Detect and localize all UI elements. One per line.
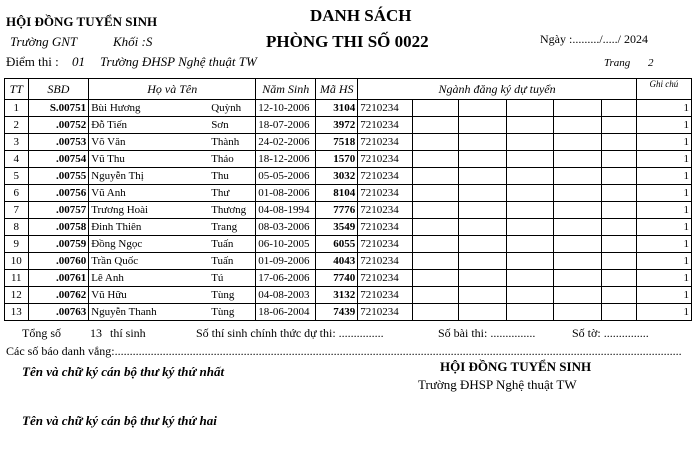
row-ma-hs: 3972 <box>316 117 358 134</box>
col-name: Họ và Tên <box>89 79 256 100</box>
row-major-empty <box>601 100 636 117</box>
row-major-empty <box>601 134 636 151</box>
row-major-empty <box>507 270 553 287</box>
row-given-name: Thành <box>211 136 240 148</box>
total-unit: thí sinh <box>110 326 146 340</box>
row-major: 7210234 <box>358 287 413 304</box>
row-tt: 13 <box>5 304 29 321</box>
table-header-row <box>5 79 692 100</box>
row-surname: Võ Văn <box>91 136 126 148</box>
table-row <box>5 270 692 287</box>
row-major-empty <box>601 287 636 304</box>
row-note: 1 <box>636 304 691 321</box>
row-major-empty <box>412 304 458 321</box>
row-sbd: .00756 <box>28 185 89 202</box>
row-major-empty <box>553 134 601 151</box>
row-major-empty <box>459 287 507 304</box>
council-signature-school: Trường ĐHSP Nghệ thuật TW <box>418 377 577 392</box>
row-surname: Đồng Ngọc <box>91 238 143 250</box>
row-note: 1 <box>636 236 691 253</box>
row-dob: 01-08-2006 <box>256 185 316 202</box>
row-major-empty <box>553 100 601 117</box>
row-major: 7210234 <box>358 202 413 219</box>
row-tt: 7 <box>5 202 29 219</box>
row-tt: 11 <box>5 270 29 287</box>
row-major-empty <box>601 117 636 134</box>
row-major-empty <box>459 134 507 151</box>
row-tt: 8 <box>5 219 29 236</box>
row-name <box>89 151 256 168</box>
row-tt: 4 <box>5 151 29 168</box>
row-ma-hs: 7439 <box>316 304 358 321</box>
row-surname: Nguyễn Thị <box>91 170 144 182</box>
row-tt: 9 <box>5 236 29 253</box>
row-major-empty <box>412 253 458 270</box>
row-sbd: .00762 <box>28 287 89 304</box>
row-note: 1 <box>636 100 691 117</box>
row-major-empty <box>412 100 458 117</box>
school-line: Trường GNT <box>10 34 78 49</box>
row-major-empty <box>412 117 458 134</box>
row-note: 1 <box>636 134 691 151</box>
row-major-empty <box>412 202 458 219</box>
row-major-empty <box>459 270 507 287</box>
row-major-empty <box>507 151 553 168</box>
row-note: 1 <box>636 270 691 287</box>
row-major-empty <box>507 253 553 270</box>
table-row <box>5 168 692 185</box>
col-ma-hs: Mã HS <box>316 79 358 100</box>
row-major-empty <box>601 304 636 321</box>
row-name <box>89 253 256 270</box>
row-given-name: Thương <box>211 204 247 216</box>
row-dob: 05-05-2006 <box>256 168 316 185</box>
row-note: 1 <box>636 202 691 219</box>
total-label: Tổng số <box>22 326 61 340</box>
row-given-name: Trang <box>211 221 238 233</box>
row-surname: Đỗ Tiến <box>91 119 127 131</box>
row-dob: 18-07-2006 <box>256 117 316 134</box>
row-major-empty <box>553 219 601 236</box>
row-sbd: .00755 <box>28 168 89 185</box>
row-name <box>89 202 256 219</box>
row-sbd: .00763 <box>28 304 89 321</box>
row-given-name: Quỳnh <box>211 102 242 114</box>
row-major-empty <box>601 219 636 236</box>
row-major-empty <box>553 253 601 270</box>
row-given-name: Tùng <box>211 306 235 318</box>
col-note: Ghi chú <box>636 79 691 100</box>
row-ma-hs: 3032 <box>316 168 358 185</box>
row-major-empty <box>412 236 458 253</box>
row-ma-hs: 1570 <box>316 151 358 168</box>
row-major-empty <box>459 168 507 185</box>
row-major-empty <box>601 253 636 270</box>
row-major-empty <box>507 168 553 185</box>
row-major-empty <box>412 219 458 236</box>
block-line: Khối :S <box>113 34 153 49</box>
row-note: 1 <box>636 151 691 168</box>
row-major-empty <box>553 304 601 321</box>
row-given-name: Tuấn <box>211 255 234 267</box>
table-row <box>5 100 692 117</box>
row-major-empty <box>507 236 553 253</box>
row-major: 7210234 <box>358 236 413 253</box>
row-dob: 24-02-2006 <box>256 134 316 151</box>
signature-2-label: Tên và chữ ký cán bộ thư ký thứ hai <box>22 413 217 428</box>
row-name <box>89 117 256 134</box>
row-given-name: Tú <box>211 272 224 284</box>
col-dob: Năm Sinh <box>256 79 316 100</box>
row-tt: 1 <box>5 100 29 117</box>
row-sbd: .00754 <box>28 151 89 168</box>
row-major-empty <box>553 185 601 202</box>
row-given-name: Thu <box>211 170 229 182</box>
row-major-empty <box>459 185 507 202</box>
row-major-empty <box>459 151 507 168</box>
row-note: 1 <box>636 168 691 185</box>
row-major-empty <box>412 185 458 202</box>
table-row <box>5 185 692 202</box>
row-name <box>89 219 256 236</box>
row-ma-hs: 7776 <box>316 202 358 219</box>
row-major: 7210234 <box>358 134 413 151</box>
row-tt: 10 <box>5 253 29 270</box>
row-sbd: .00753 <box>28 134 89 151</box>
row-major: 7210234 <box>358 117 413 134</box>
row-major-empty <box>459 100 507 117</box>
page-title: DANH SÁCH <box>310 6 412 25</box>
row-dob: 04-08-1994 <box>256 202 316 219</box>
row-major-empty <box>553 168 601 185</box>
sheet-count: Số tờ: ............... <box>572 326 649 340</box>
table-row <box>5 151 692 168</box>
row-ma-hs: 3549 <box>316 219 358 236</box>
row-major-empty <box>553 202 601 219</box>
row-major: 7210234 <box>358 304 413 321</box>
row-tt: 3 <box>5 134 29 151</box>
absent-list: Các số báo danh vắng:............................................................................................................................................................................................. <box>6 344 682 358</box>
row-name <box>89 287 256 304</box>
row-surname: Vũ Hữu <box>91 289 127 301</box>
row-name <box>89 168 256 185</box>
table-row <box>5 253 692 270</box>
row-ma-hs: 7740 <box>316 270 358 287</box>
row-surname: Lê Anh <box>91 272 124 284</box>
row-note: 1 <box>636 219 691 236</box>
row-tt: 6 <box>5 185 29 202</box>
row-major-empty <box>459 202 507 219</box>
row-note: 1 <box>636 287 691 304</box>
row-name <box>89 134 256 151</box>
row-name <box>89 100 256 117</box>
page-subtitle: PHÒNG THI SỐ 0022 <box>266 32 429 51</box>
table-row <box>5 287 692 304</box>
row-surname: Bùi Hương <box>91 102 141 114</box>
row-major: 7210234 <box>358 253 413 270</box>
row-sbd: .00752 <box>28 117 89 134</box>
official-count: Số thí sinh chính thức dự thi: ............... <box>196 326 384 340</box>
total-count: 13 <box>90 326 102 340</box>
signature-1-label: Tên và chữ ký cán bộ thư ký thứ nhất <box>22 364 225 379</box>
row-surname: Đinh Thiên <box>91 221 142 233</box>
council-heading: HỘI ĐỒNG TUYỂN SINH <box>6 14 158 29</box>
row-major-empty <box>459 304 507 321</box>
row-major-empty <box>601 270 636 287</box>
exam-site-code: 01 <box>72 54 85 69</box>
row-dob: 17-06-2006 <box>256 270 316 287</box>
page-number: 2 <box>648 57 654 69</box>
table-row <box>5 304 692 321</box>
table-row <box>5 219 692 236</box>
row-name <box>89 304 256 321</box>
row-major-empty <box>553 287 601 304</box>
row-major-empty <box>601 168 636 185</box>
row-sbd: .00757 <box>28 202 89 219</box>
col-major: Ngành đăng ký dự tuyển <box>358 79 637 100</box>
row-tt: 2 <box>5 117 29 134</box>
row-ma-hs: 8104 <box>316 185 358 202</box>
row-major-empty <box>507 304 553 321</box>
council-signature-heading: HỘI ĐỒNG TUYỂN SINH <box>440 359 592 374</box>
row-dob: 08-03-2006 <box>256 219 316 236</box>
row-dob: 04-08-2003 <box>256 287 316 304</box>
row-major: 7210234 <box>358 151 413 168</box>
row-surname: Vũ Anh <box>91 187 126 199</box>
row-major-empty <box>553 151 601 168</box>
row-major: 7210234 <box>358 168 413 185</box>
row-major-empty <box>507 134 553 151</box>
row-ma-hs: 3104 <box>316 100 358 117</box>
row-dob: 18-06-2004 <box>256 304 316 321</box>
row-major-empty <box>412 287 458 304</box>
row-name <box>89 236 256 253</box>
row-given-name: Tùng <box>211 289 235 301</box>
row-dob: 18-12-2006 <box>256 151 316 168</box>
row-ma-hs: 4043 <box>316 253 358 270</box>
table-row <box>5 117 692 134</box>
row-given-name: Tuấn <box>211 238 234 250</box>
row-sbd: .00761 <box>28 270 89 287</box>
row-major-empty <box>459 219 507 236</box>
exam-site-name: Trường ĐHSP Nghệ thuật TW <box>100 54 257 69</box>
row-dob: 12-10-2006 <box>256 100 316 117</box>
paper-count: Số bài thi: ............... <box>438 326 536 340</box>
row-ma-hs: 6055 <box>316 236 358 253</box>
row-tt: 12 <box>5 287 29 304</box>
row-major-empty <box>553 270 601 287</box>
row-dob: 01-09-2006 <box>256 253 316 270</box>
row-major-empty <box>601 236 636 253</box>
col-tt: TT <box>5 79 29 100</box>
row-major-empty <box>412 151 458 168</box>
row-note: 1 <box>636 253 691 270</box>
row-surname: Nguyễn Thanh <box>91 306 157 318</box>
row-major-empty <box>507 117 553 134</box>
row-major-empty <box>601 202 636 219</box>
row-surname: Vũ Thu <box>91 153 125 165</box>
candidate-table <box>4 78 692 321</box>
table-row <box>5 202 692 219</box>
row-name <box>89 185 256 202</box>
row-major-empty <box>459 236 507 253</box>
row-given-name: Sơn <box>211 119 229 131</box>
row-note: 1 <box>636 117 691 134</box>
row-sbd: .00758 <box>28 219 89 236</box>
date-field: Ngày :........./...../ 2024 <box>540 32 648 46</box>
row-major-empty <box>601 151 636 168</box>
row-major-empty <box>459 253 507 270</box>
row-major-empty <box>507 202 553 219</box>
row-major-empty <box>553 117 601 134</box>
row-major-empty <box>412 270 458 287</box>
row-note: 1 <box>636 185 691 202</box>
row-major-empty <box>507 100 553 117</box>
row-major-empty <box>412 134 458 151</box>
row-ma-hs: 3132 <box>316 287 358 304</box>
row-major-empty <box>507 185 553 202</box>
row-tt: 5 <box>5 168 29 185</box>
row-major-empty <box>459 117 507 134</box>
exam-site-label: Điểm thi : <box>6 54 59 69</box>
table-row <box>5 134 692 151</box>
row-major-empty <box>553 236 601 253</box>
col-sbd: SBD <box>28 79 89 100</box>
row-dob: 06-10-2005 <box>256 236 316 253</box>
row-sbd: .00760 <box>28 253 89 270</box>
row-major: 7210234 <box>358 185 413 202</box>
row-sbd: .00759 <box>28 236 89 253</box>
row-major-empty <box>601 185 636 202</box>
row-major-empty <box>507 219 553 236</box>
row-major: 7210234 <box>358 100 413 117</box>
row-sbd: S.00751 <box>28 100 89 117</box>
row-ma-hs: 7518 <box>316 134 358 151</box>
page-label: Trang <box>604 57 631 69</box>
table-row <box>5 236 692 253</box>
row-surname: Trương Hoài <box>91 204 149 216</box>
row-major-empty <box>412 168 458 185</box>
row-major-empty <box>507 287 553 304</box>
row-given-name: Thư <box>211 187 230 199</box>
row-given-name: Thảo <box>211 153 234 165</box>
row-name <box>89 270 256 287</box>
row-major: 7210234 <box>358 270 413 287</box>
row-major: 7210234 <box>358 219 413 236</box>
row-surname: Trần Quốc <box>91 255 139 267</box>
